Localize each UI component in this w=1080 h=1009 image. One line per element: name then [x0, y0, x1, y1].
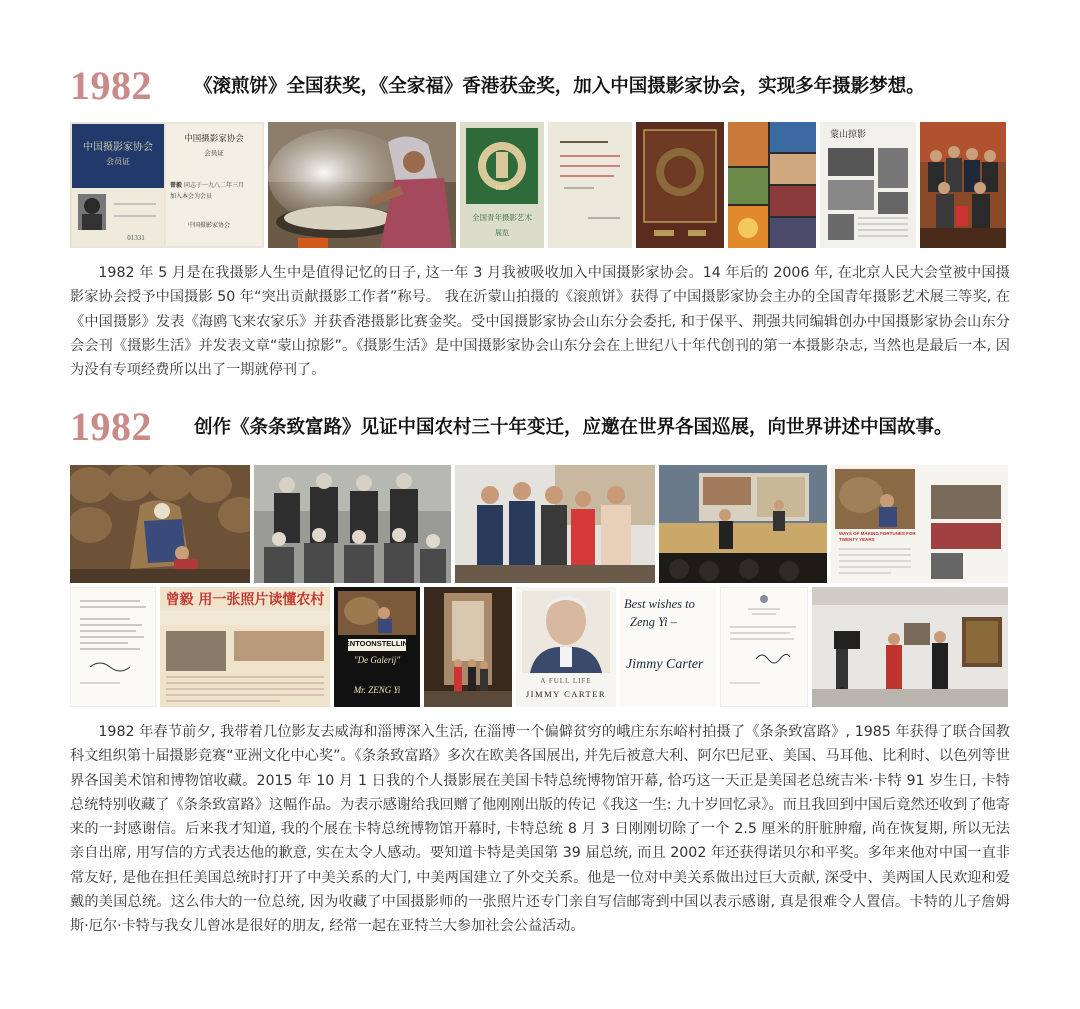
clipping-headline: 曾毅 用一张照片读懂农村	[165, 592, 325, 608]
black-white-family-photo	[254, 465, 451, 583]
autograph-inscription	[624, 595, 716, 631]
autograph-signature: Jimmy Carter	[626, 657, 704, 672]
tv-studio-photo	[659, 465, 827, 583]
china-photo-art-book	[636, 122, 724, 248]
section-1-header	[70, 64, 1010, 114]
poster-title: TENTOONSTELLING	[340, 639, 414, 648]
book-subtitle: A FULL LIFE	[540, 677, 592, 685]
poster-subtitle: "De Galerij"	[353, 655, 401, 665]
card-right-sub: 会员证	[204, 150, 224, 157]
de-galerij-poster	[334, 587, 420, 707]
basket-weaving-photo	[70, 465, 250, 583]
section-2-paragraph: 1982 年春节前夕, 我带着几位影友去威海和淄博深入生活, 在淄博一个偏僻贫穷的峨庄东东峪村拍摄了《条条致富路》, 1985 年获得了联合国教科文组织第十届摄影竞赛“亚洲文化中心奖”。《条条致富路》多次在欧美各国展出, 并先后被意大利、阿尔巴尼亚、美国、马耳他、比利时、以色列等世界各国美术馆和博物馆收藏。2015 年 10 月 1 日我的个人摄影展在美国卡特总统博物馆开幕, 恰巧这一天正是美国老总统吉米·卡特 91 岁生日, 卡特总统特别收藏了《条条致富路》这幅作品。为表示感谢给我回赠了他刚刚出版的传记《我这一生: 九十岁回忆录》。而且我回到中国后竟然还收到了他寄来的一封感谢信。后来我才知道, 我的个展在卡特总统博物馆开幕时, 卡特总统 8 月 3 日刚刚切除了一个 2.5 厘米的肝脏肿瘤, 尚在恢复期, 所以无法亲自出席, 用写信的方式表达他的歉意, 实在太令人感动。要知道卡特是美国第 39 届总统, 而且 2002 年还获得诺贝尔和平奖。多年来他对中国一直非常友好, 是他在担任美国总统时打开了中美关系的大门, 中美两国建立了外交关系。他是一位对中美关系做出过巨大贡献, 深受中、美两国人民欢迎和爱戴的美国总统。这么伟大的一位总统, 因为收藏了中国摄影师的一张照片还专门亲自写信邮寄到中国以表示感谢, 真是很难令人置信。卡特的儿子詹姆斯·厄尔·卡特与我女儿曾冰是很好的朋友, 经常一起在亚特兰大参加社会公益活动。	[70, 724, 1010, 935]
autograph-line-2: Zeng Yi –	[630, 615, 677, 629]
thank-you-letter	[70, 587, 156, 707]
section-1-photo-strip	[70, 122, 1006, 248]
section-2-year: 1982	[70, 404, 152, 449]
section-2-header	[70, 405, 1010, 455]
youth-photo-exhibition-catalog	[460, 122, 544, 248]
newspaper-clipping	[160, 587, 330, 707]
magazine-headline: WAYS OF MAKING FORTUNES FOR TWENTY YEARS	[839, 531, 916, 542]
color-family-photo	[455, 465, 655, 583]
membership-card-photo	[70, 122, 264, 248]
catalog-year: 1982	[495, 184, 509, 192]
catalog-subtitle: 展览	[495, 229, 509, 237]
card-right-issuer: 中国摄影家协会	[188, 222, 231, 229]
ways-of-fortune-magazine	[831, 465, 1008, 583]
card-right-date: 同志于一九八二年三月	[183, 182, 244, 189]
poster-name: Mr. ZENG Yi	[353, 685, 401, 695]
family-portrait-photo	[920, 122, 1006, 248]
card-right-join-text: 加入本会为会员	[170, 193, 213, 200]
card-left-title: 中国摄影家协会	[83, 142, 153, 153]
card-right-title: 中国摄影家协会	[184, 133, 244, 143]
book-author: JIMMY CARTER	[525, 689, 607, 699]
card-right-text	[170, 180, 262, 231]
section-2-photo-row-2	[70, 587, 1008, 707]
section-1-headline: 《滚煎饼》全国获奖，《全家福》香港获金奖，加入中国摄影家协会，实现多年摄影梦想。	[194, 76, 925, 97]
card-left-sub: 会员证	[106, 157, 130, 166]
award-certificate	[548, 122, 632, 248]
autograph-line-1: Best wishes to	[624, 597, 695, 611]
section-2-headline: 创作《条条致富路》见证中国农村三十年变迁，应邀在世界各国巡展，向世界讲述中国故事。	[194, 417, 953, 438]
carter-autograph	[620, 587, 716, 707]
card-left-number: 01331	[127, 234, 145, 242]
rolling-pancake-photo	[268, 122, 456, 248]
gallery-opening-photo	[812, 587, 1008, 707]
section-2-photo-row-1	[70, 465, 1008, 583]
section-1-year: 1982	[70, 63, 152, 108]
carter-letter	[720, 587, 808, 707]
catalog-title: 全国青年摄影艺术	[472, 213, 532, 222]
magazine-collage	[728, 122, 816, 248]
section-1-paragraph: 1982 年 5 月是在我摄影人生中是值得记忆的日子, 这一年 3 月我被吸收加入中国摄影家协会。14 年后的 2006 年, 在北京人民大会堂被中国摄影家协会授予中国摄影 50 年“突出贡献摄影工作者”称号。 我在沂蒙山拍摄的《滚煎饼》获得了中国摄影家协会主办的全国青年摄影艺术展三等奖, 在《中国摄影》发表《海鸥飞来农家乐》并获香港摄影比赛金奖。受中国摄影家协会山东分会委托, 和于保平、荆强共同编辑创办中国摄影家协会山东分会会刊《摄影生活》并发表文章“蒙山掠影”。《摄影生活》是中国摄影家协会山东分会在上世纪八十年代创刊的第一本摄影杂志, 当然也是最后一本, 因为没有专项经费所以出了一期就停刊了。	[70, 265, 1010, 379]
museum-entrance-photo	[424, 587, 512, 707]
card-right-name: 曾毅	[170, 182, 183, 189]
magazine-article-title: 蒙山掠影	[830, 129, 867, 139]
mengshan-article-page	[820, 122, 916, 248]
a-full-life-book-cover	[516, 587, 616, 707]
